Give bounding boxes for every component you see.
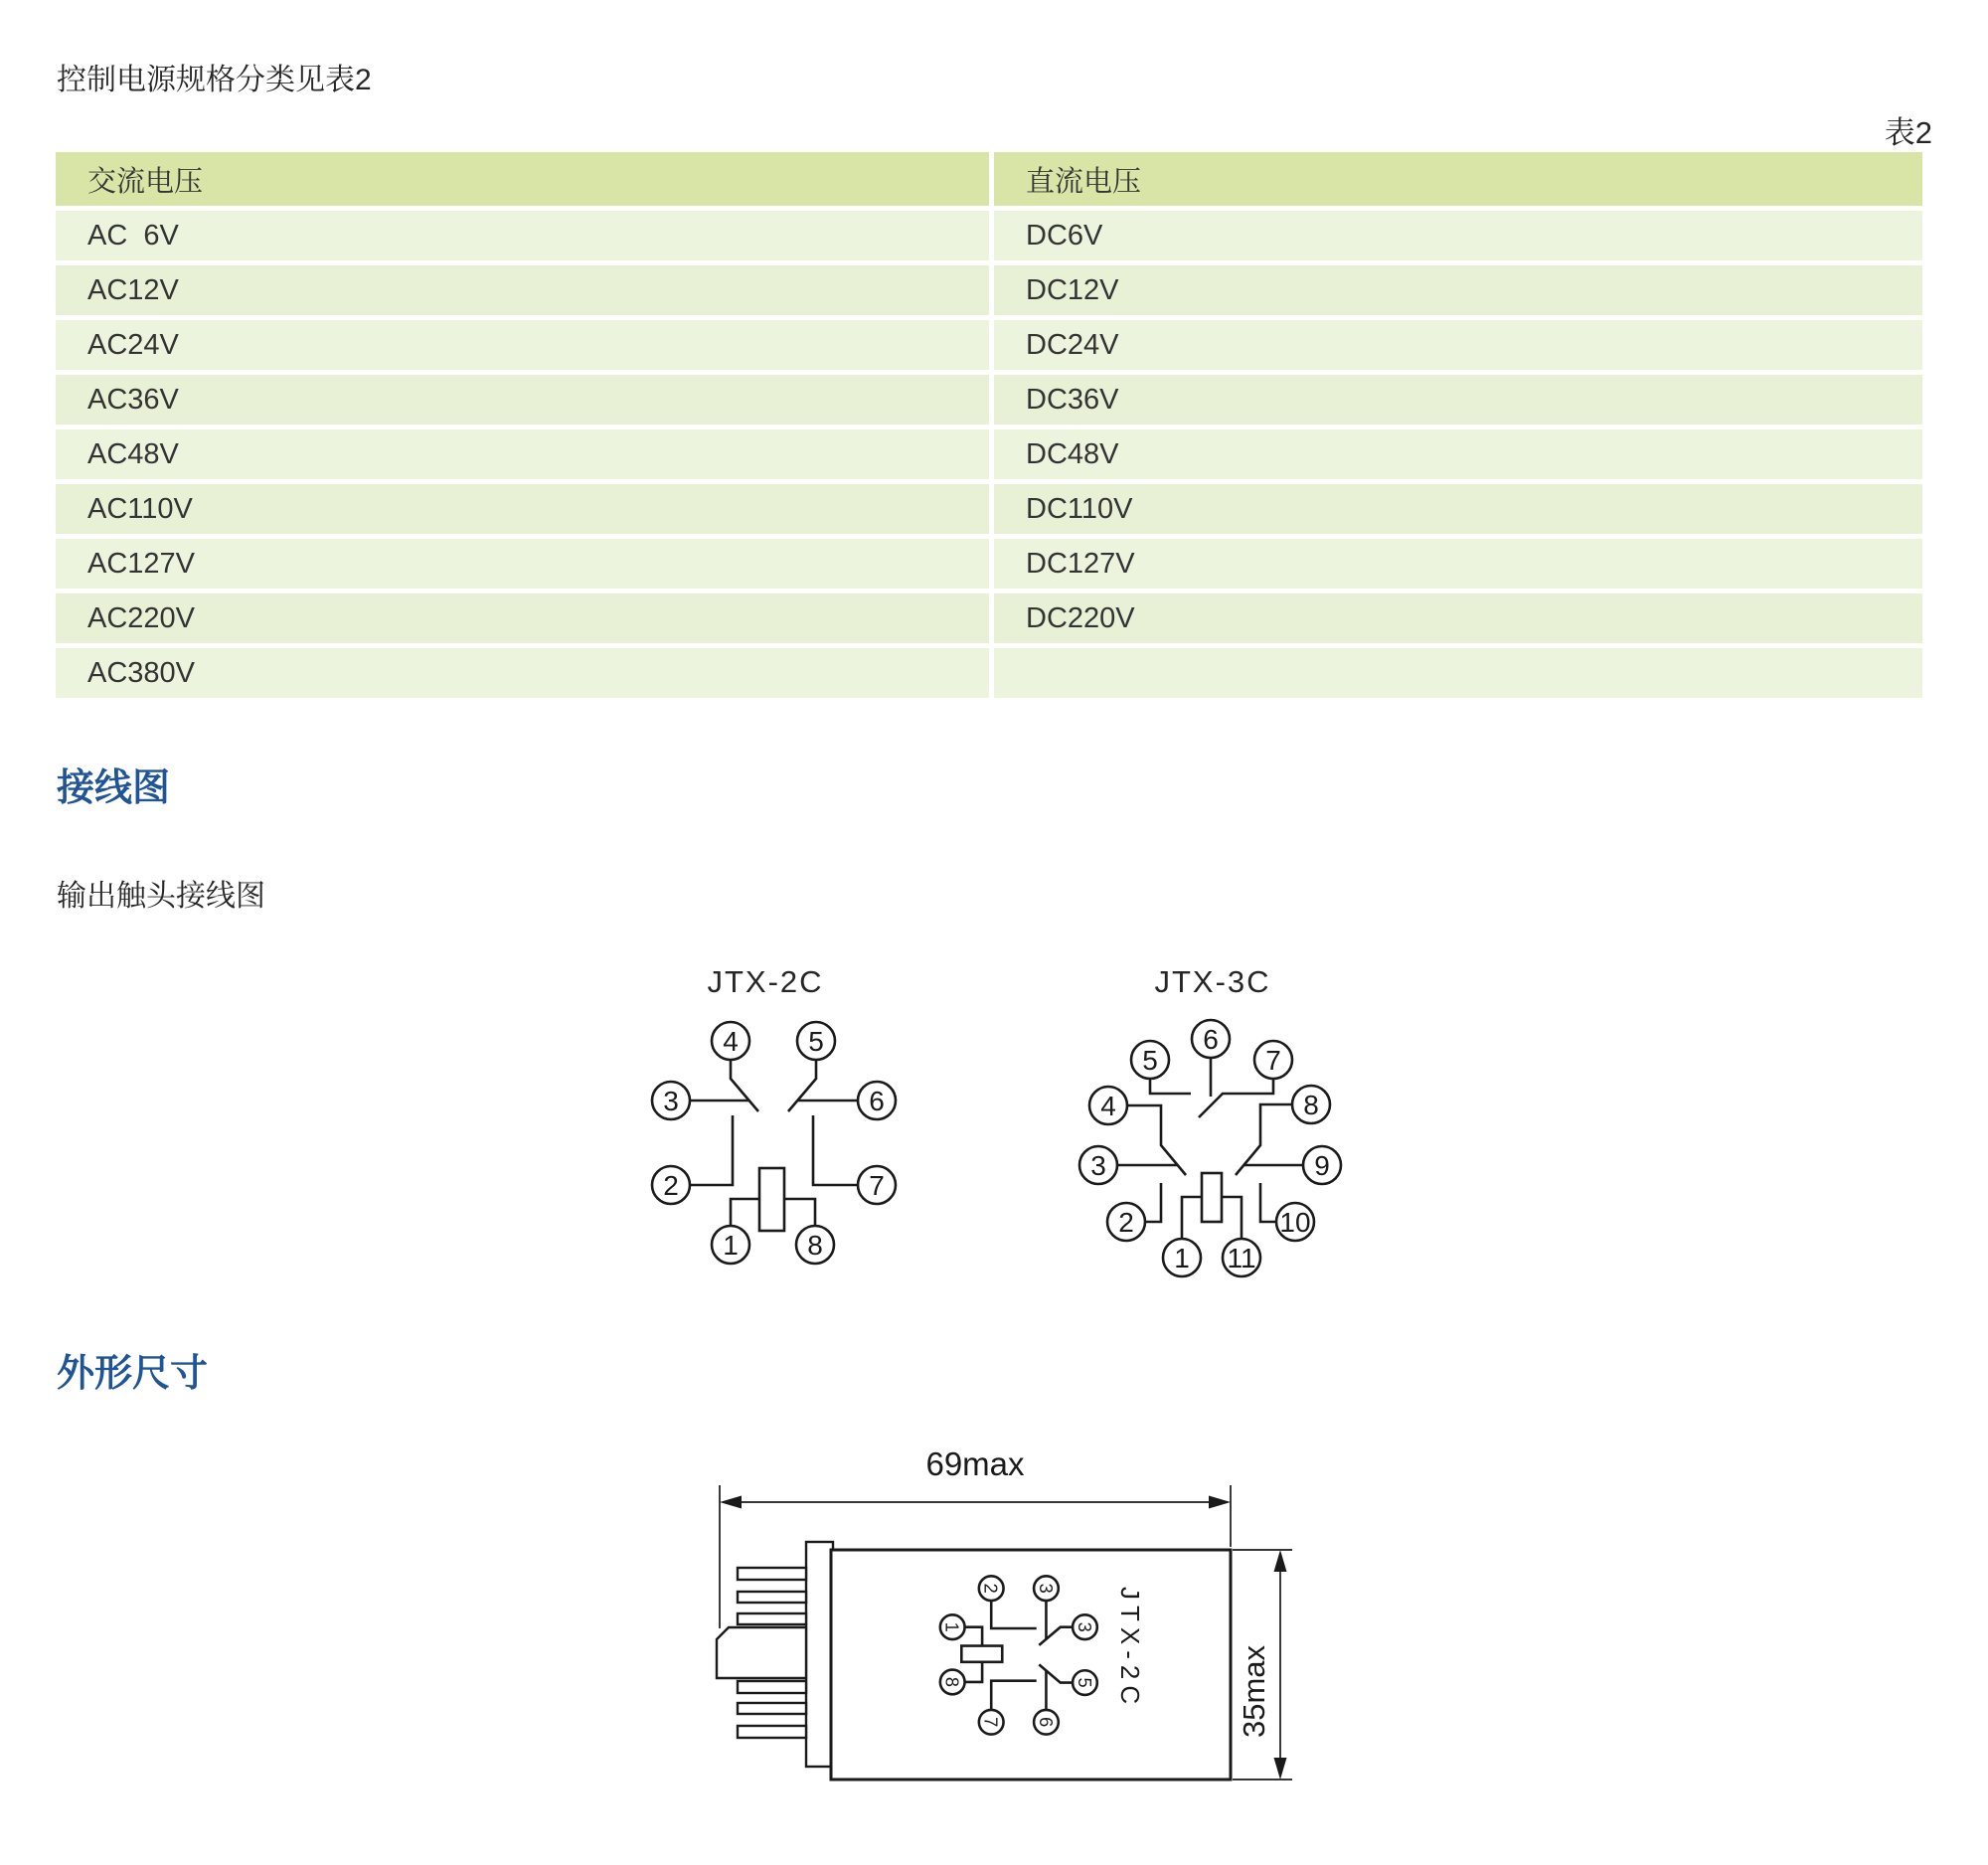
pin-number: 1 xyxy=(1174,1243,1190,1273)
pin-number: 8 xyxy=(807,1230,823,1261)
dimensions-section-title: 外形尺寸 xyxy=(57,1353,209,1395)
jtx3c-title: JTX-3C xyxy=(1154,964,1271,999)
table-header-dc: 直流电压 xyxy=(994,152,1922,206)
table-cell: AC 6V xyxy=(56,211,989,260)
arrowhead-up-icon xyxy=(1274,1550,1287,1572)
table-header-ac: 交流电压 xyxy=(56,152,989,206)
jtx3c-wiring-diagram xyxy=(1079,964,1341,1276)
relay-pin xyxy=(738,1726,806,1738)
common-line xyxy=(813,1115,858,1185)
jtx2c-title: JTX-2C xyxy=(707,964,824,999)
table-cell: AC24V xyxy=(56,320,989,370)
pin-number: 3 xyxy=(1035,1583,1056,1594)
dimension-height-label: 35max xyxy=(1237,1644,1271,1738)
pin-number: 1 xyxy=(941,1621,962,1632)
table-cell: AC48V xyxy=(56,429,989,479)
arrowhead-left-icon xyxy=(720,1496,742,1509)
table-cell: DC24V xyxy=(994,320,1922,370)
table-cell: AC36V xyxy=(56,375,989,424)
coil-lead-line xyxy=(784,1199,815,1226)
pin-number: 5 xyxy=(808,1026,824,1057)
relay-key-post xyxy=(717,1627,806,1678)
table-cell: DC220V xyxy=(994,593,1922,643)
outline-drawing xyxy=(717,1445,1292,1780)
pin-number: 3 xyxy=(663,1086,679,1116)
coil-lead-line xyxy=(731,1199,759,1226)
coil-symbol xyxy=(1202,1173,1222,1222)
table-cell: DC127V xyxy=(994,539,1922,589)
arrowhead-right-icon xyxy=(1209,1496,1231,1509)
pin-number: 8 xyxy=(1303,1090,1319,1120)
coil-lead-line xyxy=(1182,1197,1202,1239)
pin-number: 6 xyxy=(1203,1024,1219,1055)
pin-number: 1 xyxy=(723,1230,739,1261)
jtx2c-wiring-diagram xyxy=(652,964,896,1264)
relay-pin xyxy=(738,1703,806,1714)
pin-number: 3 xyxy=(1090,1150,1106,1181)
table-cell: DC12V xyxy=(994,265,1922,315)
table-cell: DC110V xyxy=(994,484,1922,534)
relay-pin xyxy=(738,1613,806,1624)
relay-body xyxy=(831,1550,1231,1780)
arrowhead-down-icon xyxy=(1274,1758,1287,1780)
table-cell: DC36V xyxy=(994,375,1922,424)
common-line xyxy=(690,1115,733,1185)
wiring-section-title: 接线图 xyxy=(57,767,171,809)
contact-blade-line xyxy=(788,1060,816,1111)
model-label-vertical: JTX-2C xyxy=(1115,1587,1145,1711)
pin-number: 9 xyxy=(1314,1150,1330,1181)
pin-number: 2 xyxy=(980,1583,1001,1594)
pin-number: 3 xyxy=(1074,1621,1094,1632)
pin-number: 2 xyxy=(663,1170,679,1201)
common-line xyxy=(1260,1183,1276,1222)
common-line xyxy=(1145,1183,1161,1222)
pin-number: 4 xyxy=(723,1026,739,1057)
pin-number: 4 xyxy=(1100,1091,1116,1121)
contact-blade-line xyxy=(731,1060,758,1111)
table-caption: 表2 xyxy=(1884,115,1932,150)
table-cell: DC6V xyxy=(994,211,1922,260)
pin-number: 5 xyxy=(1074,1677,1094,1688)
pin-number: 10 xyxy=(1279,1207,1311,1238)
coil-symbol xyxy=(759,1168,784,1231)
table-cell: AC127V xyxy=(56,539,989,589)
contact-line xyxy=(1150,1079,1191,1094)
relay-pin xyxy=(738,1592,806,1603)
table-cell: AC12V xyxy=(56,265,989,315)
table-cell: AC220V xyxy=(56,593,989,643)
wiring-subtitle: 输出触头接线图 xyxy=(57,880,265,913)
pin-number: 11 xyxy=(1227,1243,1256,1273)
intro-text: 控制电源规格分类见表2 xyxy=(57,64,372,96)
pin-number: 7 xyxy=(1265,1045,1281,1076)
pin-number: 8 xyxy=(941,1676,962,1688)
relay-flange xyxy=(806,1542,833,1767)
relay-pin xyxy=(738,1681,806,1693)
table-cell: AC110V xyxy=(56,484,989,534)
relay-pin xyxy=(738,1568,806,1580)
pin-number: 2 xyxy=(1118,1207,1134,1238)
pin-number: 7 xyxy=(869,1170,885,1201)
dimension-width-label: 69max xyxy=(925,1445,1025,1482)
pin-number: 5 xyxy=(1142,1045,1158,1076)
table-cell: DC48V xyxy=(994,429,1922,479)
pin-number: 6 xyxy=(869,1086,885,1116)
pin-number: 7 xyxy=(980,1717,1001,1728)
pin-number: 6 xyxy=(1035,1717,1056,1728)
coil-lead-line xyxy=(1222,1197,1242,1239)
table-cell: AC380V xyxy=(56,648,989,698)
